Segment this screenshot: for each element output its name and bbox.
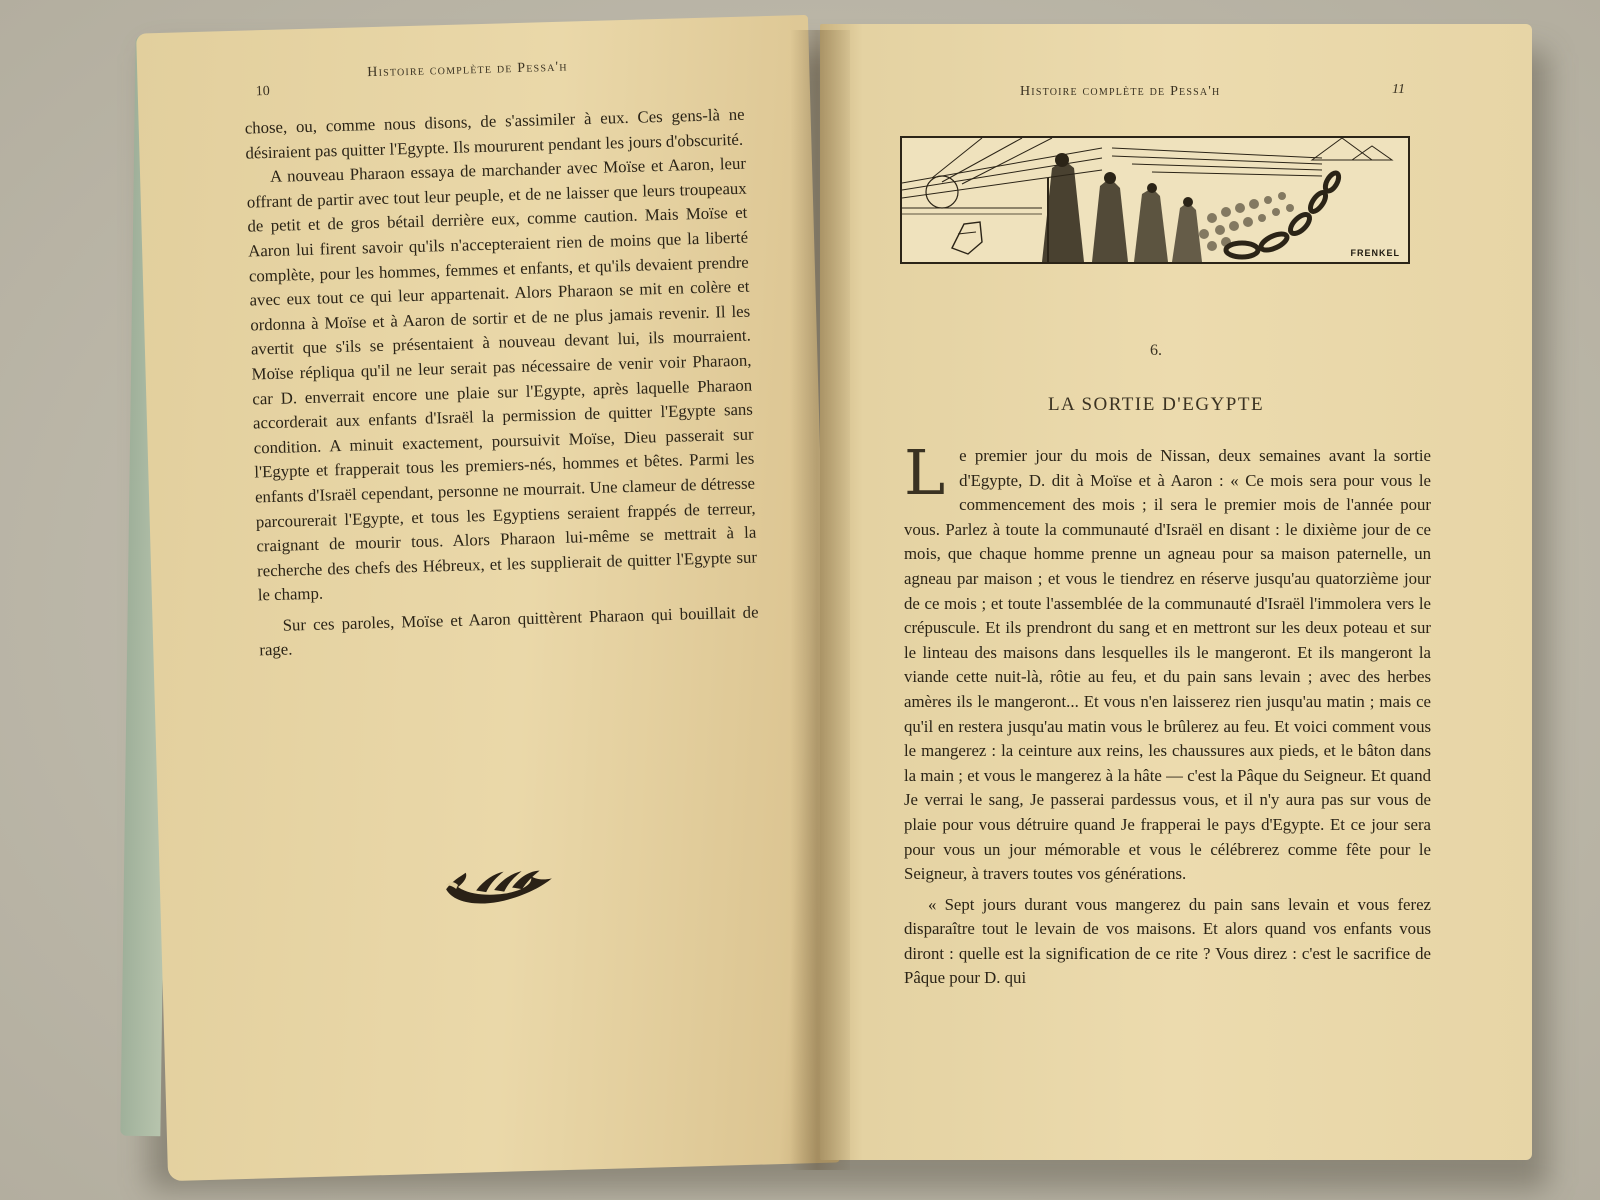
page-number: 11 (1392, 82, 1405, 97)
left-page-text (244, 103, 759, 664)
paragraph (904, 436, 1431, 887)
chapter-number: 6. (1150, 342, 1162, 359)
running-head: Histoire complète de Pessa'h (367, 59, 568, 81)
paragraph: A nouveau Pharaon essaya de marchander avec Moïse et Aaron, leur offrant de partir avec tout leur peuple, et de ne laisser que leurs troupeaux de petit et de gros bétail derrière eux, comme caution. Mais Moïse et Aaron lui firent savoir qu'ils n'accepteraient rien de moins que la liberté complète, pour les hommes, femmes et enfants, et qu'ils devaient prendre avec eux tout ce qui leur appartenait. Alors Pharaon se mit en colère et ordonna à Moïse et à Aaron de sortir et de ne plus jamais revenir. Il les avertit que s'ils se présentaient à nouveau devant lui, ils mourraient. Moïse répliqua qu'il ne leur serait pas nécessaire de venir voir Pharaon, car D. enverrait encore une plaie sur l'Egypte, après laquelle Pharaon accorderait aux enfants d'Israël la permission de quitter l'Egypte sans condition. A minuit exactement, poursuivit Moïse, Dieu passerait sur l'Egypte et frapperait tous les premiers-nés, hommes et bêtes. Parmi les enfants d'Israël cependant, personne ne mourrait. Une clameur de détresse parcourerait l'Egypte, et tous les Egyptiens seraient frappés de terreur, craignant de mourir tous. Alors Pharaon lui-même se mettrait à la recherche des chefs des Hébreux, et les supplierait de quitter l'Egypte sur le champ. (246, 153, 758, 605)
running-head: Histoire complète de Pessa'h (1020, 84, 1221, 99)
drop-cap: L (904, 436, 946, 509)
paragraph: chose, ou, comme nous disons, de s'assimiler à eux. Ces gens-là ne désiraient pas quitter l'Egypte. Ils moururent pendant les jours d'obscurité. (244, 104, 745, 163)
chapter-title: LA SORTIE D'EGYPTE (1047, 394, 1265, 415)
exodus-scene-icon (902, 138, 1408, 262)
chapter-illustration (900, 136, 1410, 264)
left-page (136, 15, 840, 1181)
fleuron-ornament-icon (437, 860, 558, 913)
illustrator-signature: FRENKEL (1350, 248, 1400, 258)
paragraph: « Sept jours durant vous mangerez du pain sans levain et vous ferez disparaître tout le levain de vos maisons. Et alors quand vos enfants vous diront : quelle est la signification de ce rite ? Vous direz : c'est le sacrifice de Pâque pour D. qui (904, 894, 1431, 988)
page-number: 10 (255, 83, 270, 100)
paragraph-text: e premier jour du mois de Nissan, deux semaines avant la sortie d'Egypte, D. dit à Moïse et à Aaron : « Ce mois sera pour vous le commencement des mois ; il sera le premier mois de l'année pour vous. Parlez à toute la communauté d'Israël en disant : le dixième jour de ce mois, que chaque homme prenne un agneau pour sa maison paternelle, un agneau par maison ; et vous le tiendrez en réserve jusqu'au quatorzième jour de ce mois ; et toute l'assemblée de la communauté d'Israël l'immolera vers le crépuscule. Et ils prendront du sang et en mettront sur les deux poteau et sur le linteau des maisons dans lesquelles ils le mangeront. Et ils mangeront la viande cette nuit-là, rôtie au feu, et du pain sans levain ; avec des herbes amères ils le mangeront... Et vous n'en laisserez rien jusqu'au matin ; mais ce qu'il en restera jusqu'au matin vous le brûlerez au feu. Et voici comment vous le mangerez : la ceinture aux reins, les chaussures aux pieds, et le bâton dans la main ; et vous le mangerez à la hâte — c'est la Pâque du Seigneur. Et quand Je verrai le sang, Je passerai pardessus vous, et il n'y aura pas sur vous de plaie pour vous détruire quand Je frapperai le pays d'Egypte. Et ce jour sera pour vous un jour mémorable et vous le célébrerez comme fête pour le Seigneur, à travers toutes vos générations. (904, 446, 1431, 884)
right-page-text (904, 436, 1431, 991)
paragraph: Sur ces paroles, Moïse et Aaron quittèrent Pharaon qui bouillait de rage. (259, 602, 759, 660)
right-page (820, 24, 1532, 1160)
